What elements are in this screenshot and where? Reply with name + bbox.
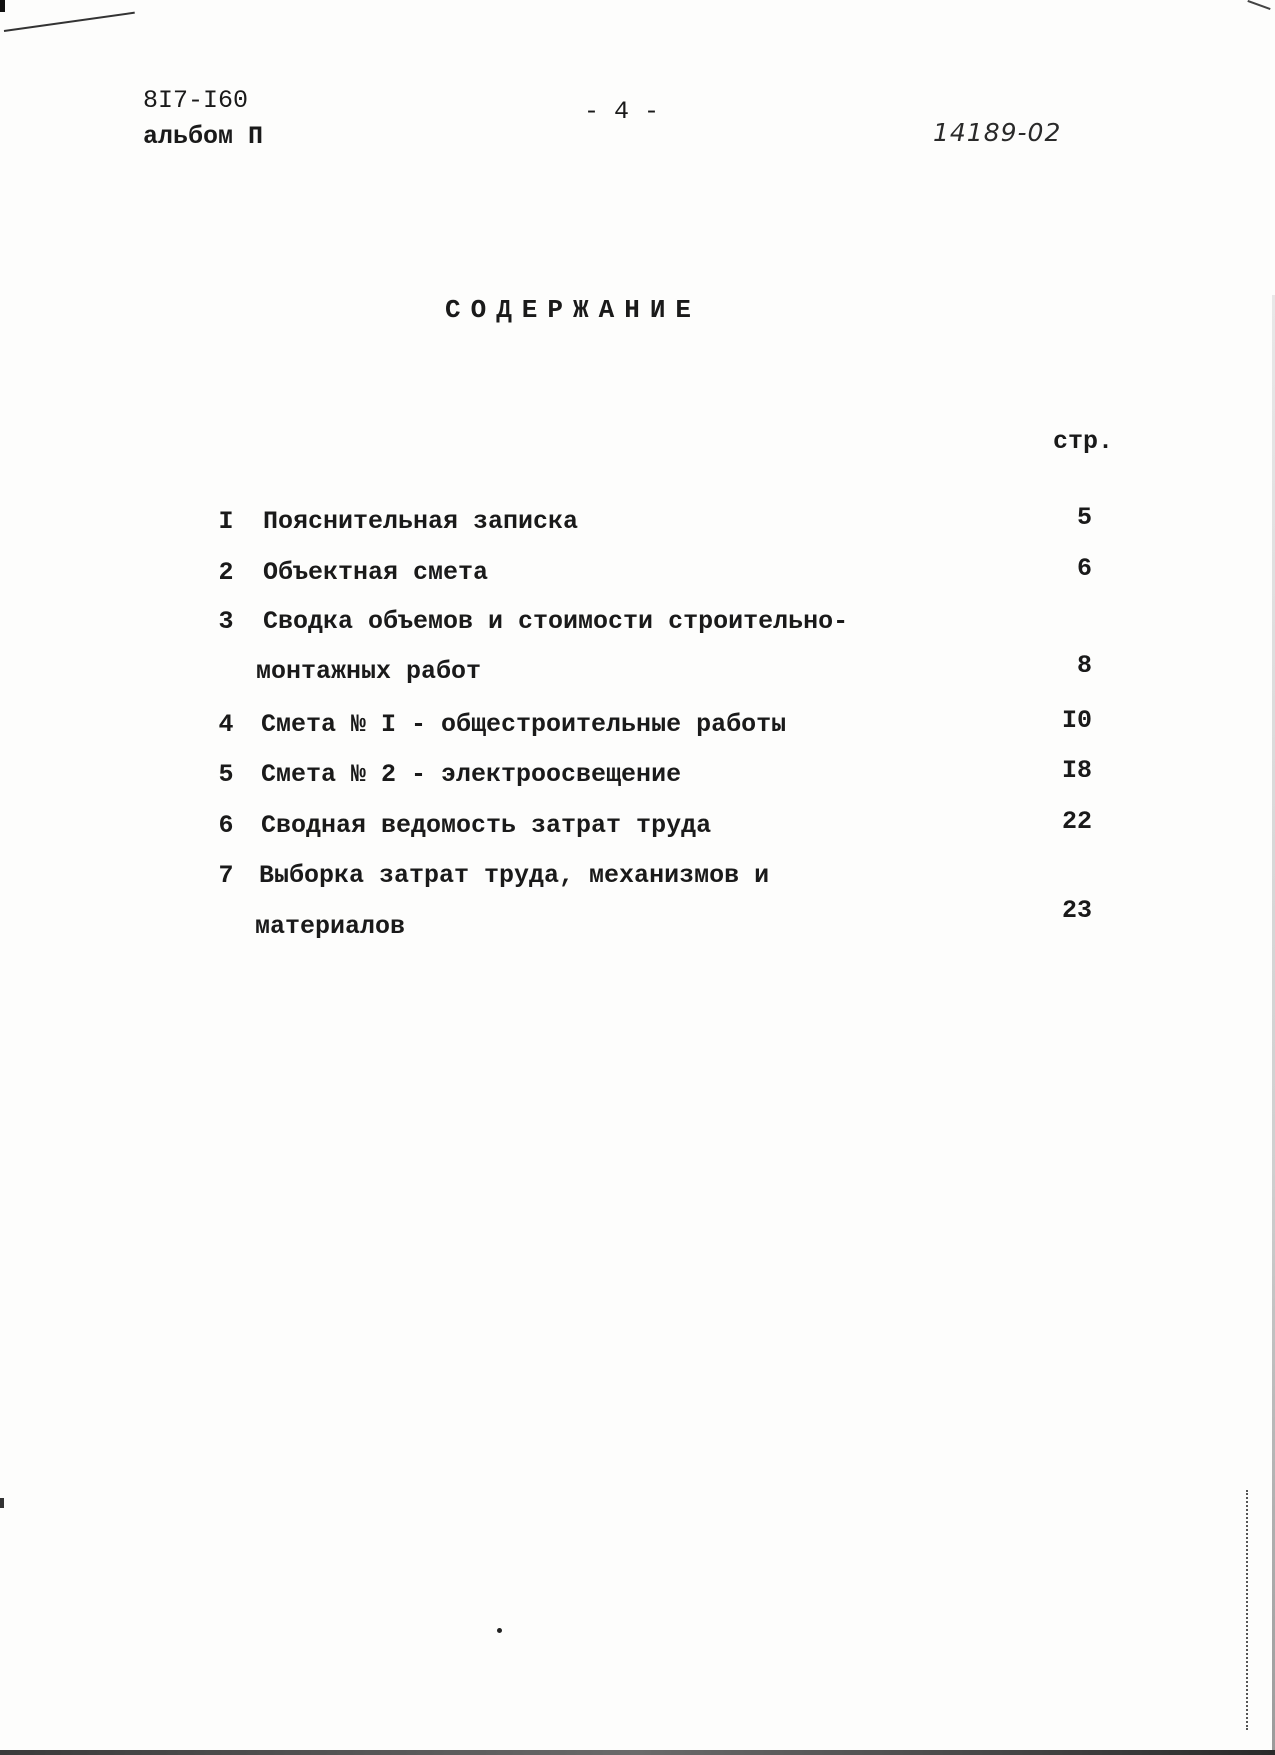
scan-artifact-edge — [0, 1750, 1275, 1755]
toc-item-number: I — [218, 507, 234, 536]
toc-item-text: Выборка затрат труда, механизмов и — [259, 861, 770, 890]
toc-item-number: 3 — [218, 607, 234, 636]
scan-artifact-mark — [1247, 0, 1270, 10]
page-column-header: стр. — [1053, 427, 1114, 456]
toc-item-number: 2 — [218, 558, 234, 587]
scan-artifact-dots — [1246, 1490, 1253, 1730]
scan-artifact-mark — [0, 1498, 4, 1508]
toc-item-page: I0 — [1061, 706, 1092, 735]
document-code: 8I7-I60 — [143, 86, 249, 115]
page-title: СОДЕРЖАНИЕ — [445, 295, 702, 325]
toc-item-text: Сводная ведомость затрат труда — [261, 811, 712, 840]
scan-artifact-line — [4, 12, 135, 32]
toc-item-page: 6 — [1076, 554, 1092, 583]
scan-artifact-mark — [0, 0, 5, 12]
toc-item-page: 23 — [1061, 896, 1092, 925]
toc-item-number: 6 — [218, 811, 234, 840]
inventory-number: 14189-02 — [933, 118, 1062, 147]
album-label: альбом П — [143, 122, 264, 151]
toc-item-text: Смета № 2 - электроосвещение — [261, 760, 682, 789]
toc-item-page: 22 — [1061, 807, 1092, 836]
toc-item-number: 4 — [218, 710, 234, 739]
toc-item-text: Пояснительная записка — [263, 507, 579, 536]
toc-item-number: 5 — [218, 760, 234, 789]
toc-item-page: 8 — [1076, 651, 1092, 680]
scan-artifact-dot — [497, 1628, 502, 1633]
toc-item-page: I8 — [1061, 756, 1092, 785]
toc-item-text: Смета № I - общестроительные работы — [261, 710, 787, 739]
toc-item-text: Объектная смета — [263, 558, 489, 587]
toc-item-number: 7 — [218, 861, 234, 890]
page-number: - 4 - — [584, 97, 660, 126]
toc-item-text: Сводка объемов и стоимости строительно- — [263, 607, 849, 636]
toc-item-text: монтажных работ — [256, 657, 482, 686]
toc-item-text: материалов — [255, 912, 406, 941]
toc-item-page: 5 — [1076, 503, 1092, 532]
